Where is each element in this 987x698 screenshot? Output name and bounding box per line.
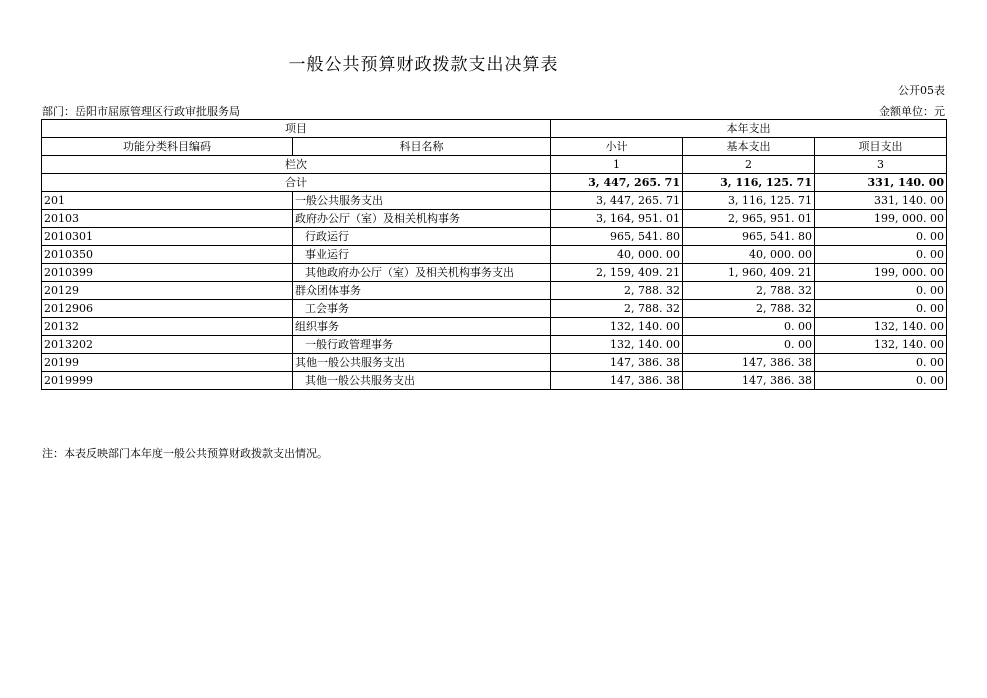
row-basic: 1, 960, 409. 21 [683,264,815,282]
row-project: 132, 140. 00 [815,336,947,354]
column-order-2: 2 [683,156,815,174]
row-basic: 147, 386. 38 [683,372,815,390]
row-basic: 0. 00 [683,318,815,336]
row-subtotal: 2, 788. 32 [551,282,683,300]
row-name: 其他一般公共服务支出 [293,372,551,390]
row-basic: 2, 788. 32 [683,282,815,300]
column-order-label: 栏次 [42,156,551,174]
table-row [42,192,947,210]
row-subtotal: 3, 164, 951. 01 [551,210,683,228]
row-code: 201 [42,192,293,210]
table-row [42,372,947,390]
row-name: 其他政府办公厅（室）及相关机构事务支出 [293,264,551,282]
row-subtotal: 40, 000. 00 [551,246,683,264]
row-code: 20103 [42,210,293,228]
table-row [42,354,947,372]
header-project: 项目支出 [815,138,947,156]
total-subtotal: 3, 447, 265. 71 [551,174,683,192]
total-project: 331, 140. 00 [815,174,947,192]
footnote: 注：本表反映部门本年度一般公共预算财政拨款支出情况。 [42,447,328,460]
header-subtotal: 小计 [551,138,683,156]
row-name: 事业运行 [293,246,551,264]
row-basic: 40, 000. 00 [683,246,815,264]
page-title: 一般公共预算财政拨款支出决算表 [288,55,559,75]
row-project: 199, 000. 00 [815,210,947,228]
row-name: 行政运行 [293,228,551,246]
table-row [42,336,947,354]
row-project: 0. 00 [815,372,947,390]
row-project: 0. 00 [815,354,947,372]
row-basic: 3, 116, 125. 71 [683,192,815,210]
table-row [42,282,947,300]
row-basic: 147, 386. 38 [683,354,815,372]
table-row [42,300,947,318]
row-code: 2010399 [42,264,293,282]
table-row [42,210,947,228]
row-project: 132, 140. 00 [815,318,947,336]
row-subtotal: 2, 788. 32 [551,300,683,318]
total-label: 合计 [42,174,551,192]
header-basic: 基本支出 [683,138,815,156]
row-code: 20199 [42,354,293,372]
row-subtotal: 132, 140. 00 [551,336,683,354]
total-row [42,174,947,192]
table-row [42,246,947,264]
row-code: 20129 [42,282,293,300]
row-code: 2019999 [42,372,293,390]
row-project: 0. 00 [815,300,947,318]
row-name: 其他一般公共服务支出 [293,354,551,372]
row-code: 2013202 [42,336,293,354]
row-basic: 2, 788. 32 [683,300,815,318]
row-basic: 965, 541. 80 [683,228,815,246]
header-name: 科目名称 [293,138,551,156]
row-name: 组织事务 [293,318,551,336]
unit-label: 金额单位：元 [879,105,945,118]
row-basic: 0. 00 [683,336,815,354]
table-row [42,264,947,282]
table-row [42,228,947,246]
row-code: 2012906 [42,300,293,318]
department-label: 部门：岳阳市屈原管理区行政审批服务局 [42,105,240,118]
row-subtotal: 147, 386. 38 [551,372,683,390]
row-project: 0. 00 [815,246,947,264]
row-subtotal: 132, 140. 00 [551,318,683,336]
form-number: 公开05表 [898,84,945,97]
table-row [42,318,947,336]
column-order-3: 3 [815,156,947,174]
expenditure-table [41,119,947,390]
header-current-year: 本年支出 [551,120,947,138]
row-subtotal: 965, 541. 80 [551,228,683,246]
row-name: 一般行政管理事务 [293,336,551,354]
row-project: 199, 000. 00 [815,264,947,282]
header-item: 项目 [42,120,551,138]
row-name: 工会事务 [293,300,551,318]
row-name: 一般公共服务支出 [293,192,551,210]
row-basic: 2, 965, 951. 01 [683,210,815,228]
row-project: 331, 140. 00 [815,192,947,210]
column-order-1: 1 [551,156,683,174]
total-basic: 3, 116, 125. 71 [683,174,815,192]
row-code: 20132 [42,318,293,336]
row-project: 0. 00 [815,282,947,300]
row-code: 2010350 [42,246,293,264]
row-subtotal: 2, 159, 409. 21 [551,264,683,282]
header-code: 功能分类科目编码 [42,138,293,156]
row-project: 0. 00 [815,228,947,246]
row-code: 2010301 [42,228,293,246]
row-name: 政府办公厅（室）及相关机构事务 [293,210,551,228]
row-subtotal: 3, 447, 265. 71 [551,192,683,210]
row-subtotal: 147, 386. 38 [551,354,683,372]
row-name: 群众团体事务 [293,282,551,300]
